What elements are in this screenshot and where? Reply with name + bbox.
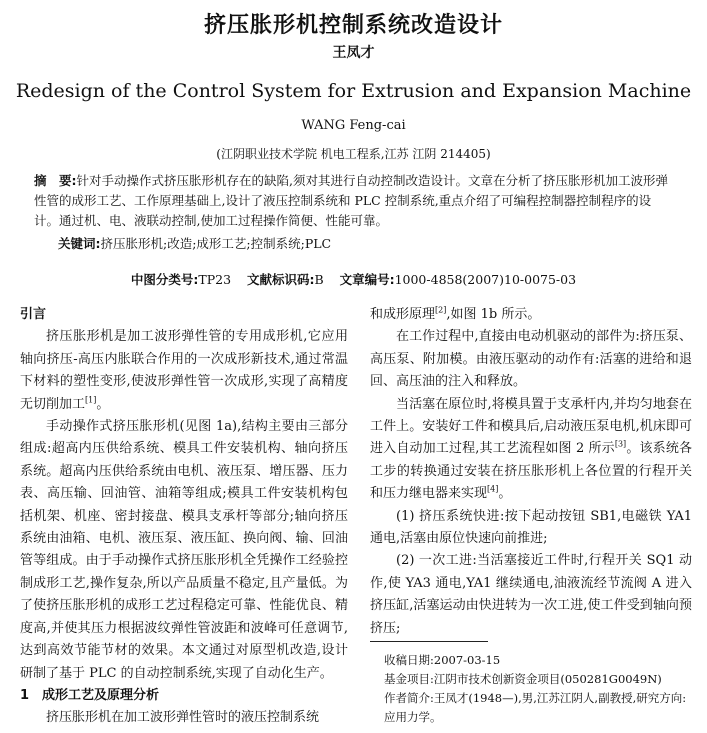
author-bio: 作者简介:王凤才(1948—),男,江苏江阴人,副教授,研究方向:应用力学。 <box>384 691 687 724</box>
citation-1: [1] <box>85 395 97 405</box>
clc-label: 中图分类号: <box>130 272 199 287</box>
paragraph-intro: 挤压胀形机是加工波形弹性管的专用成形机,它应用轴向挤压-高压内胀联合作用的一次成形新技术,通过常温下材料的塑性变形,使波形弹性管一次成形,实现了高精度无切削加工[1]。 <box>20 329 348 412</box>
citation-4: [4] <box>487 484 499 494</box>
intro-heading: 引言 <box>20 307 47 322</box>
keywords-text: 挤压胀形机;改造;成形工艺;控制系统;PLC <box>100 236 332 251</box>
abstract-label: 摘 要: <box>34 173 77 188</box>
abstract-text: 针对手动操作式挤压胀形机存在的缺陷,须对其进行自动控制改造设计。文章在分析了挤压胀形机加工波形弹性管的成形工艺、工作原理基础上,设计了液压控制系统和 PLC 控制系统,重点介绍了可编程控制器控制程序的设计。通过机、电、液联动控制,使加工过程操作简便、性能可靠。 <box>34 173 668 228</box>
right-column <box>370 304 692 640</box>
paragraph-manual-machine: 手动操作式挤压胀形机(见图 1a),结构主要由三部分组成:超高内压供给系统、模具工件安装机构、轴向挤压系统。超高内压供给系统由电机、液压泵、增压器、压力表、高压输、回油管、油箱等组成;模具工件安装机构包括机架、机座、密封接盘、模具支承杆等部分;轴向挤压系统由油箱、电机、液压泵、液压缸、换向阀、输、回油管等组成。由于手动操作式挤压胀形机全凭操作工经验控制成形工艺,操作复杂,所以产品质量不稳定,且产量低。为了使挤压胀形机的成形工艺过程稳定可靠、性能优良、精度高,并使其压力根据波纹弹性管波距和波峰可任意调节,达到高效节能节材的效果。本文通过对原型机改造,设计研制了基于 PLC 的自动控制系统,实现了自动化生产。 <box>20 419 348 681</box>
paper-title: 挤压胀形机控制系统改造设计 <box>203 13 503 38</box>
author-name: 王凤才 <box>332 45 375 61</box>
article-number-value: 1000-4858(2007)10-0075-03 <box>394 272 577 287</box>
doc-code-label: 文献标识码: <box>246 272 315 287</box>
citation-3: [3] <box>614 440 627 450</box>
doc-code-value: B <box>314 272 324 287</box>
paragraph-piston: 当活塞在原位时,将模具置于支承杆内,并均匀地套在工件上。安装好工件和模具后,启动液压泵电机,机床即可进入自动加工过程,其工艺流程如图 2 所示[3]。该系统各工步的转换通过安装在挤压胀形机上各位置的行程开关和压力继电器来实现[4]。 <box>370 396 692 502</box>
article-number-label: 文章编号: <box>339 272 395 287</box>
english-author: WANG Feng-cai <box>301 118 406 133</box>
paragraph-work-process: 在工作过程中,直接由电动机驱动的部件为:挤压泵、高压泵、附加模。由液压驱动的动作有:活塞的进给和退回、高压油的注入和释放。 <box>370 329 692 390</box>
paragraph-section-1: 挤压胀形机在加工波形弹性管时的液压控制系统 <box>46 710 320 726</box>
fund-project: 基金项目:江阴市技术创新资金项目(050281G0049N) <box>384 672 662 686</box>
classification-line <box>0 270 707 288</box>
keywords-label: 关键词: <box>58 236 101 251</box>
left-column <box>20 304 348 730</box>
affiliation: (江阴职业技术学院 机电工程系,江苏 江阴 214405) <box>216 147 491 161</box>
footnotes <box>384 651 694 727</box>
footnote-divider <box>370 641 488 642</box>
english-title: Redesign of the Control System for Extrusion and Expansion Machine <box>15 80 692 102</box>
paragraph-step-1: (1) 挤压系统快进:按下起动按钮 SB1,电磁铁 YA1 通电,活塞由原位快速向前推进; <box>370 508 692 547</box>
keywords <box>58 234 678 252</box>
citation-2: [2] <box>435 305 447 315</box>
section-1-heading: 1 成形工艺及原理分析 <box>20 687 160 703</box>
paragraph-step-2: (2) 一次工进:当活塞接近工件时,行程开关 SQ1 动作,使 YA3 通电,YA1 继续通电,油液流经节流阀 A 进入挤压缸,活塞运动由快进转为一次工进,使工件受到轴向预挤压; <box>370 553 692 636</box>
received-date: 收稿日期:2007-03-15 <box>384 653 501 667</box>
abstract <box>34 171 676 231</box>
paragraph-principle: 和成形原理[2],如图 1b 所示。 <box>370 305 541 322</box>
clc-value: TP23 <box>198 272 232 287</box>
